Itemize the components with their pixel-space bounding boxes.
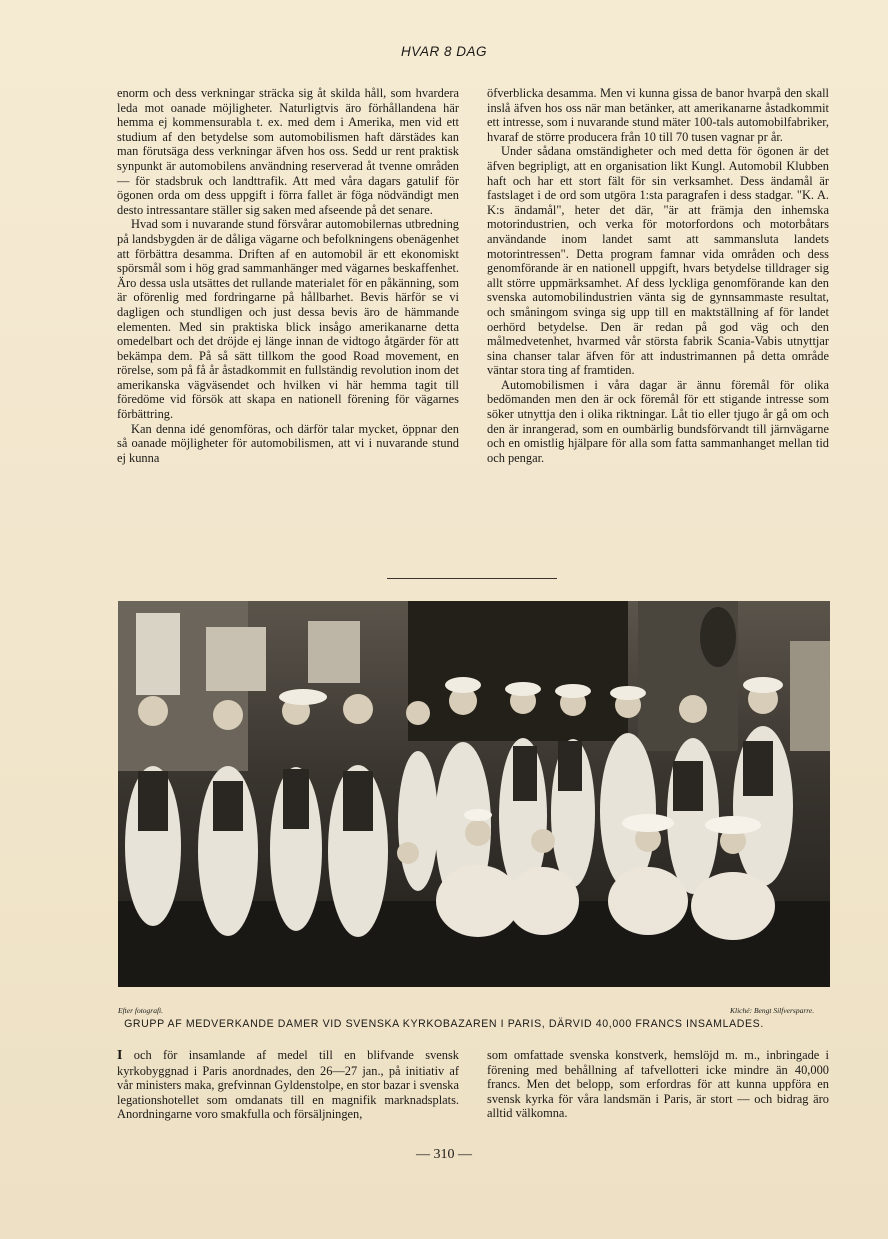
bottom-left-column	[117, 1048, 459, 1122]
paragraph: Under sådana omständigheter och med detta för ögonen är det äfven begripligt, att en organisation likt Kungl. Automobil Klubben haft och har ett stort fält för sin verksamhet. Dess ändamål är fastslaget i de ord som utgöra 1:sta paragrafen i dess stadgar. "K. A. K:s ändamål", heter det där, "är att främja den inhemska motorindustrien, och verka för motorfordons och motorbåtars användande inom landet samt att sammansluta landets motorintressen". Detta program famnar vida områden och dess genomförande är en nationell uppgift, hvars betydelse tilldrager sig allt större uppmärksamhet. Af dess lyckliga genomförande kan den svenska automobilindustrien vänta sig de gynnsammaste resultat, och småningom svinga sig upp till en maktställning af för landet oerhörd betydelse. Den är redan på god väg och den målmedvetenhet, hvarmed vår största fabrik Scania-Vabis utnyttjar sina chanser talar äfven för att industrimannen på detta område väntar stora ting af framtiden.	[487, 144, 829, 378]
page-number: — 310 —	[416, 1147, 472, 1162]
group-photograph	[118, 601, 830, 987]
running-head: HVAR 8 DAG	[400, 44, 488, 59]
right-column	[487, 86, 829, 465]
cliche-credit: Kliché: Bengt Silfversparre.	[730, 1006, 815, 1015]
drop-cap: I	[117, 1048, 123, 1063]
paragraph: som omfattade svenska konstverk, hemslöjd m. m., inbringade i förening med behållning af tafvellotteri icke mindre än 40,000 francs. Men det belopp, som erfordras för att kunna uppföra en svensk kyrka för våra landsmän i Paris, är stort — och bidrag äro alltid välkomna.	[487, 1048, 829, 1121]
paragraph: öfverblicka desamma. Men vi kunna gissa de banor hvarpå den skall inslå äfven hos oss när man betänker, att amerikanarne åstadkommit ett intresse, som i nuvarande stund mäter 100-tals automobilfabriker, hvaraf de större producera från 10 till 70 tusen vagnar pr år.	[487, 86, 829, 144]
photo-caption: GRUPP AF MEDVERKANDE DAMER VID SVENSKA KYRKOBAZAREN I PARIS, DÄRVID 40,000 FRANCS INSAMLADES.	[124, 1018, 764, 1030]
paragraph: Kan denna idé genomföras, och därför talar mycket, öppnar den så oanade möjligheter för automobilismen, att vi i nuvarande stund ej kunna	[117, 421, 459, 465]
bottom-right-column	[487, 1048, 829, 1121]
paragraph	[117, 1048, 459, 1122]
photo-illustration	[118, 601, 830, 987]
section-divider	[387, 578, 557, 579]
paragraph: enorm och dess verkningar sträcka sig åt skilda håll, som hvardera leda mot oanade möjligheter. Naturligtvis äro förhållandena här hemma ej kommensurabla t. ex. med dem i Amerika, men vid ett studium af den betydelse som automobilismen haft därstädes kan man förutsäga dess verkningar äfven hos oss. Sedd ur rent praktisk synpunkt är automobilens användning reserverad åt tvenne områden — för stadsbruk och landttrafik. Att med våra dagars gatulif för ögonen orda om dess uppgift i förra fallet är föga nödvändigt men desto intressantare ställer sig saken med afseende på det senare.	[117, 86, 459, 217]
paragraph: Hvad som i nuvarande stund försvårar automobilernas utbredning på landsbygden är de dåliga vägarne och befolkningens obenägenhet att förbättra desamma. Driften af en automobil är ett ekonomiskt spörsmål som i hög grad sammanhänger med vägarnes beskaffenhet. Äro dessa usla utsättes det rullande materialet för en påkänning, som är oförenlig med fordringarne på hållbarhet. Bevis härför se vi dagligen och stundligen och just dessa bevis äro de hämmande elementen. Med sin praktiska blick insågo amerikanarne detta omedelbart och det dröjde ej länge innan de vidtogo åtgärder för att bekämpa dem. På så sätt tillkom the good Road movement, en rörelse, som på få år åstadkommit en fullständig revolution inom det amerikanska vägväsendet och hvilken vi här hemma tagit till föredöme vid försök att skapa en nationell förening för vägarnes förbättring.	[117, 217, 459, 422]
paragraph: Automobilismen i våra dagar är ännu föremål för olika bedömanden men den är ock föremål för ett stigande intresse som söker utnyttja den i olika riktningar. Låt tio eller tjugo år gå om och den är inrangerad, som en oumbärlig bundsförvandt till järnvägarne och en omistlig hjälpare för alla som fatta sammanhanget mellan tid och pengar.	[487, 377, 829, 465]
paragraph-text: och för insamlande af medel till en blifvande svensk kyrkobyggnad i Paris anordnades, den 26—27 jan., på initiativ af vår ministers maka, grefvinnan Gyldenstolpe, en stor bazar i svenska legationshotellet som omdanats till en magnifik marknadsplats. Anordningarne voro smakfulla och försäljningen,	[117, 1048, 459, 1122]
left-column	[117, 86, 459, 465]
photo-credit: Efter fotografi.	[118, 1006, 163, 1015]
